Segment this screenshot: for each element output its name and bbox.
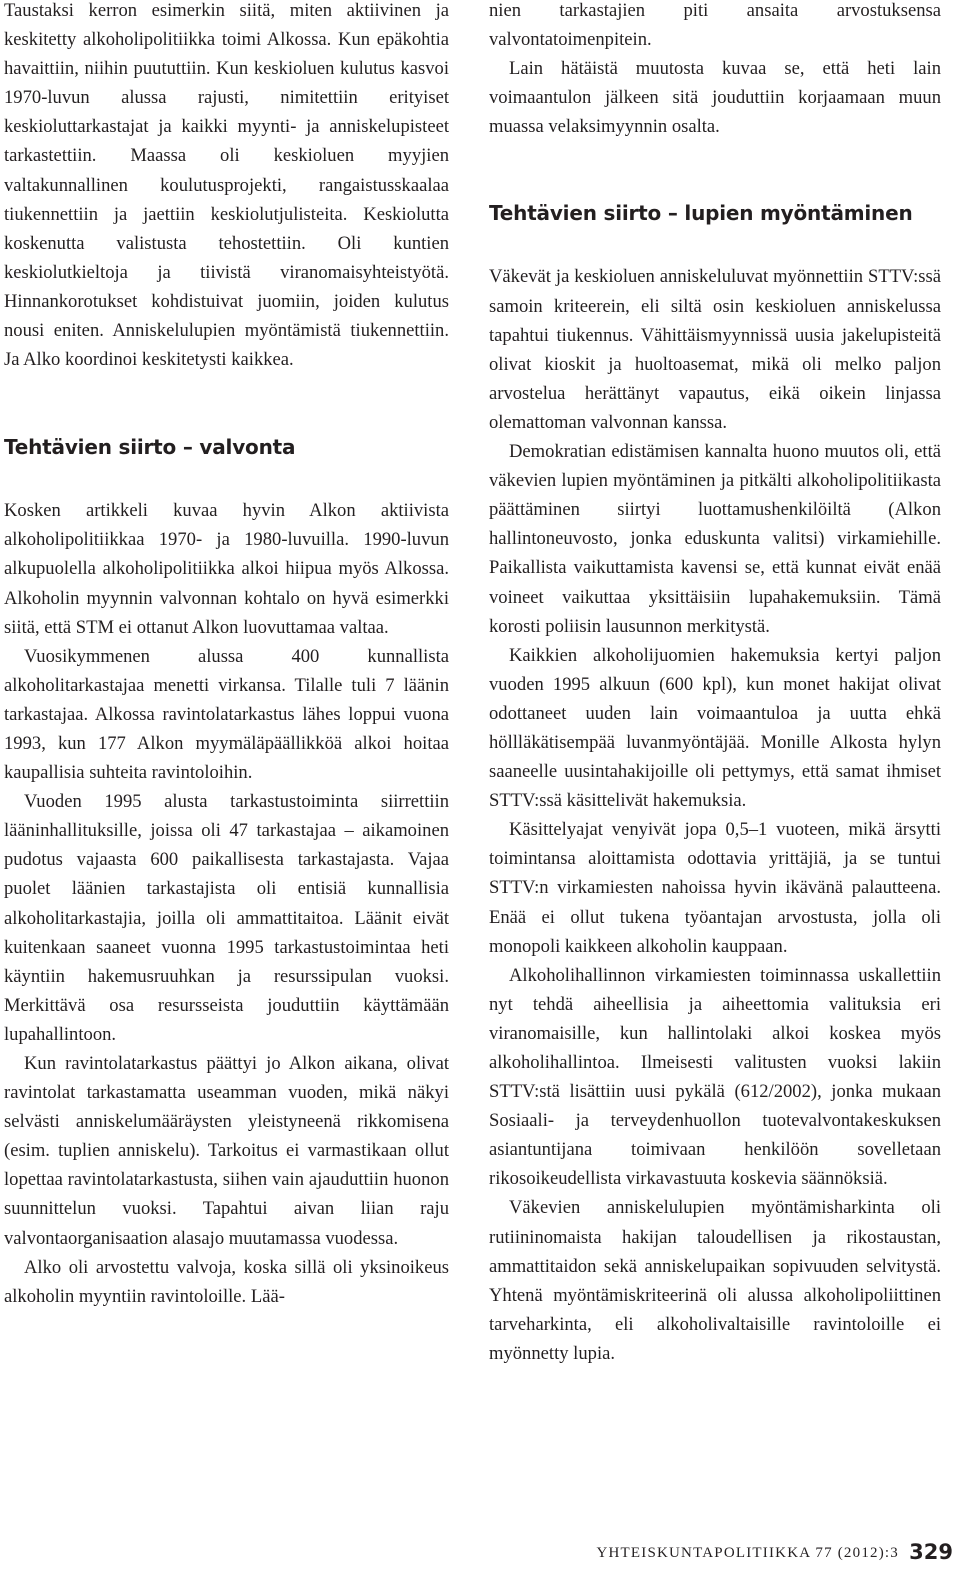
left-column — [4, 0, 449, 1311]
paragraph: Väkevien anniskelulupien myöntämisharkinta oli rutiininomaista hakijan taloudellisen ja rikostaustan, ammattitaidon sekä anniskelupaikan sopivuuden selvitystä. Yhtenä myöntämiskriteerinä oli alussa alkoholipoliittinen tarveharkinta, eli alkoholivaltaisille ravintoloille ei myönnetty lupia. — [489, 1197, 941, 1364]
paragraph: Alko oli arvostettu valvoja, koska sillä oli yksinoikeus alkoholin myyntiin ravintoloille. Lää- — [4, 1256, 449, 1307]
paragraph: Kosken artikkeli kuvaa hyvin Alkon aktiivista alkoholipolitiikkaa 1970- ja 1980-luvuilla. 1990-luvun alkupuolella alkoholipolitiikka alkoi hiipua myös Alkossa. Alkoholin myynnin valvonnan kohtalo on hyvä esimerkki siitä, että STM ei ottanut Alkon luovuttamaa valtaa. — [4, 500, 449, 638]
paragraph: nien tarkastajien piti ansaita arvostuksensa valvontatoimenpitein. — [489, 0, 941, 51]
paragraph: Kaikkien alkoholijuomien hakemuksia kertyi paljon vuoden 1995 alkuun (600 kpl), kun monet hakijat olivat odottaneet uuden lain voimaantuloa ja uutta ehkä höllläkätisempää luvanmyöntäjää. Monille Alkosta hylyn saaneelle uusintahakijoille oli pettymys, että samat ihmiset STTV:ssä käsittelivät hakemuksia. — [489, 644, 941, 812]
section-heading: Tehtävien siirto – valvonta — [4, 435, 296, 460]
paragraph: Lain hätäistä muutosta kuvaa se, että heti lain voimaantulon jälkeen sitä jouduttiin korjaamaan muun muassa velaksimyynnin osalta. — [489, 58, 941, 138]
paragraph: Demokratian edistämisen kannalta huono muutos oli, että väkevien lupien myöntäminen ja pitkälti alkoholipolitiikasta päättäminen siirtyi luottamushenkilöiltä (Alkon hallintoneuvosto, jonka eduskunta valitsi) virkamiehille. Paikallista vaikuttamista kavensi se, että kunnat eivät enää voineet vaikuttaa yksittäisiin lupahakemuksiin. Tämä korosti poliisin lausunnon merkitystä. — [489, 441, 941, 637]
paragraph: Väkevät ja keskioluen anniskeluluvat myönnettiin STTV:ssä samoin kriteerein, eli siltä osin keskioluen anniskelussa tapahtui tiukennus. Vähittäismyynnissä uusia jakelupisteitä olivat kioskit ja huoltoasemat, mikä oli melko paljon arvostelua herättänyt vapautus, eikä oikein linjassa olemattoman valvonnan kanssa. — [489, 266, 941, 433]
paragraph: Taustaksi kerron esimerkin siitä, miten aktiivinen ja keskitetty alkoholipolitiikka toimi Alkossa. Kun epäkohtia havaittiin, niihin puututtiin. Kun keskioluen kulutus kasvoi 1970-luvun alussa rajusti, nimitettiin erityiset keskioluttarkastajat ja kaikki myynti- ja anniskelupisteet tarkastettiin. Maassa oli keskioluen myyjien valtakunnallinen koulutusprojekti, rangaistusskaalaa tiukennettiin ja jaettiin keskiolutjulisteita. Keskiolutta koskenutta valistusta tehostettiin. Oli kuntien keskiolutkieltoja ja tiivistä viranomaisyhteistyötä. Hinnankorotukset kohdistuivat juomiin, joiden kulutus nousi eniten. Anniskelulupien myöntämistä tiukennettiin. Ja Alko koordinoi keskitetysti kaikkea. — [4, 0, 449, 371]
section-heading: Tehtävien siirto – lupien myöntäminen — [489, 201, 913, 226]
page-footer — [0, 1540, 955, 1570]
right-column — [489, 0, 941, 1368]
paragraph: Käsittelyajat venyivät jopa 0,5–1 vuoteen, mikä ärsytti toimintansa aloittamista odottavia yrittäjiä, ja se tuntui STTV:n virkamiesten nahoissa hyvin ikävänä palautteena. Enää ei ollut tukena työantajan arvostusta, jolla oli monopoli kaikkeen alkoholin kauppaan. — [489, 819, 941, 957]
paragraph: Kun ravintolatarkastus päättyi jo Alkon aikana, olivat ravintolat tarkastamatta useamman vuoden, mikä näkyi selvästi anniskelumääräysten yleistyneenä rikkomisena (esim. tuplien anniskelu). Tarkoitus ei varmastikaan ollut lopettaa ravintolatarkastusta, siihen vain ajauduttiin huonon suunnittelun vuoksi. Tapahtui aivan liian raju valvontaorganisaation alasajo muutamassa vuodessa. — [4, 1053, 449, 1249]
page-number: 329 — [909, 1540, 953, 1564]
paragraph: Vuosikymmenen alussa 400 kunnallista alkoholitarkastajaa menetti virkansa. Tilalle tuli 7 läänin tarkastajaa. Alkossa ravintolatarkastus lähes loppui vuona 1993, kun 177 Alkon myymäläpäällikköä alkoi hoitaa kaupallisia suhteita ravintoloihin. — [4, 645, 449, 784]
paragraph: Alkoholihallinnon virkamiesten toiminnassa uskallettiin nyt tehdä aiheellisia ja aiheettomia valituksia eri viranomaisille, kun hallintolaki alkoi koskea myös alkoholihallintoa. Ilmeisesti valitusten vuoksi lakiin STTV:stä lisättiin uusi pykälä (612/2002), jonka mukaan Sosiaali- ja terveydenhuollon tuotevalvontakeskuksen asiantuntijana toimivaan henkilöön sovelletaan rikosoikeudellista virkavastuuta koskevia säännöksiä. — [489, 964, 941, 1190]
journal-name: YHTEISKUNTAPOLITIIKKA 77 (2012):3 — [596, 1545, 899, 1561]
paragraph: Vuoden 1995 alusta tarkastustoiminta siirrettiin lääninhallituksille, joissa oli 47 tarkastajaa – aikamoinen pudotus vajaasta 600 paikallisesta tarkastajasta. Vajaa puolet läänien tarkastajista oli entisiä kunnallisia alkoholitarkastajia, joilla oli ammattitaitoa. Läänit eivät kuitenkaan saaneet vuonna 1995 tarkastustoimintaa heti käyntiin hakemusruuhkan ja resurssipulan vuoksi. Merkittävä osa resursseista jouduttiin käyttämään lupahallintoon. — [4, 791, 449, 1045]
